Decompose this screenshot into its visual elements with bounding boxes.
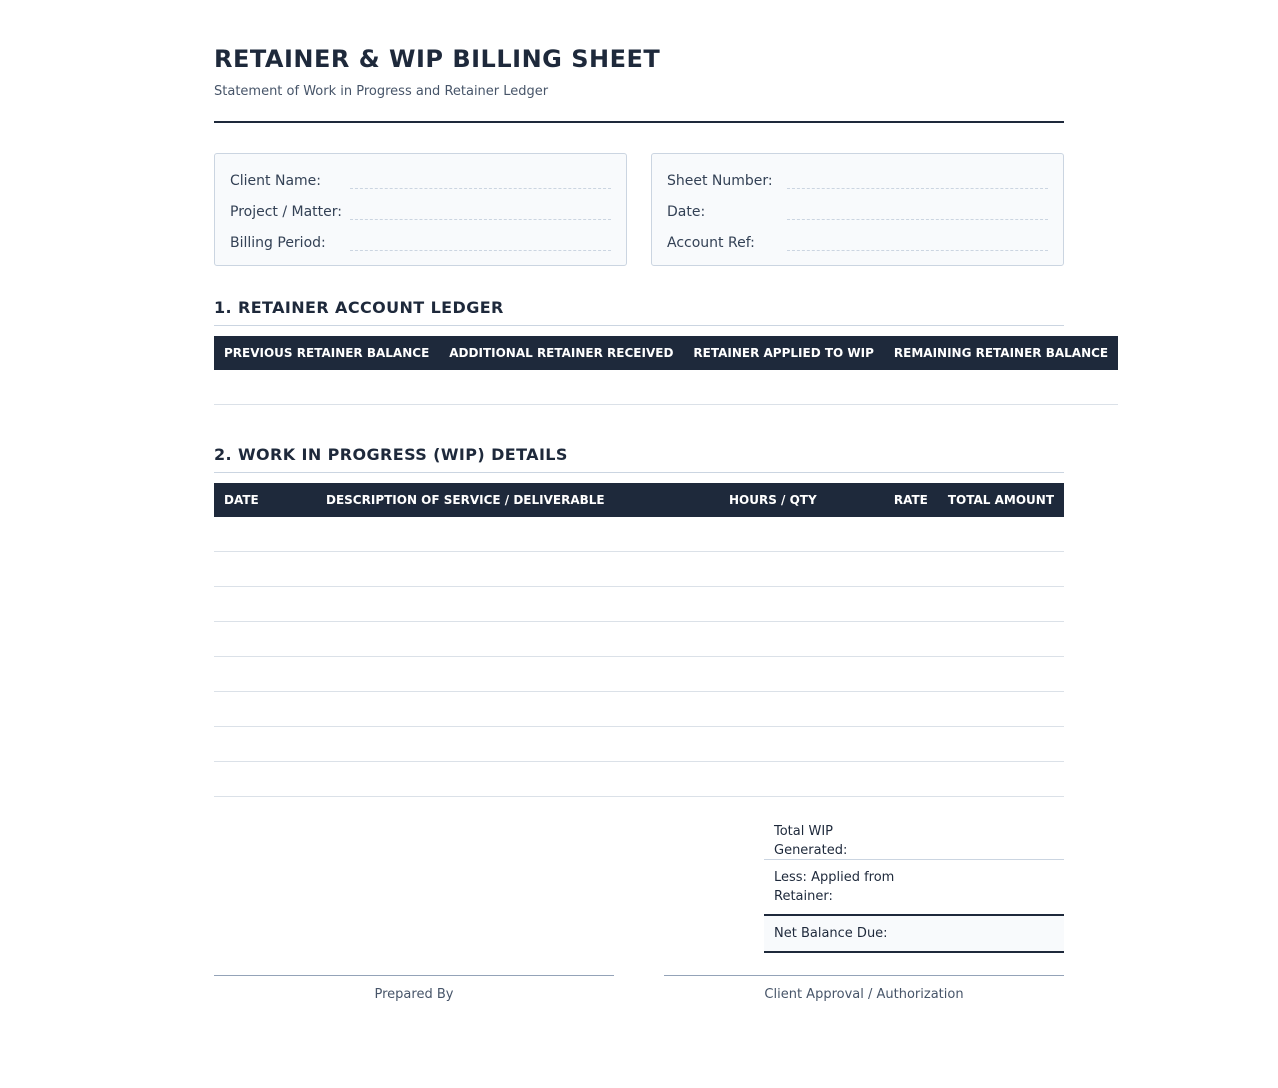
- table-cell[interactable]: [214, 370, 439, 405]
- table-row: [214, 727, 1064, 762]
- net-balance-row: [764, 916, 1064, 953]
- date-field: [667, 190, 1048, 221]
- table-cell[interactable]: [316, 657, 708, 692]
- wip-details-table: [214, 483, 1064, 797]
- billing-period-label: Billing Period:: [230, 235, 326, 251]
- table-cell[interactable]: [938, 587, 1064, 622]
- signature-row: [214, 975, 1064, 1002]
- col-applied-to-wip: RETAINER APPLIED TO WIP: [683, 336, 884, 370]
- table-cell[interactable]: [938, 657, 1064, 692]
- table-cell[interactable]: [214, 517, 316, 552]
- table-row: [214, 552, 1064, 587]
- table-cell[interactable]: [214, 692, 316, 727]
- table-cell[interactable]: [838, 622, 938, 657]
- retainer-ledger-table: [214, 336, 1118, 405]
- account-ref-label: Account Ref:: [667, 235, 755, 251]
- col-description: DESCRIPTION OF SERVICE / DELIVERABLE: [316, 483, 708, 517]
- project-label: Project / Matter:: [230, 204, 342, 220]
- table-cell[interactable]: [214, 587, 316, 622]
- table-cell[interactable]: [938, 622, 1064, 657]
- col-date: DATE: [214, 483, 316, 517]
- table-cell[interactable]: [838, 657, 938, 692]
- table-row: [214, 657, 1064, 692]
- table-cell[interactable]: [708, 692, 838, 727]
- wip-header-row: [214, 483, 1064, 517]
- table-cell[interactable]: [708, 552, 838, 587]
- table-cell[interactable]: [938, 517, 1064, 552]
- table-cell[interactable]: [683, 370, 884, 405]
- sheet-number-field: [667, 170, 1048, 190]
- date-label: Date:: [667, 204, 706, 220]
- table-cell[interactable]: [316, 587, 708, 622]
- net-balance-label: Net Balance Due:: [774, 926, 888, 941]
- retainer-header-row: [214, 336, 1118, 370]
- table-cell[interactable]: [316, 517, 708, 552]
- billing-period-input-line[interactable]: [350, 234, 611, 251]
- retainer-section-title: 1. RETAINER ACCOUNT LEDGER: [214, 298, 1064, 326]
- col-rate: RATE: [838, 483, 938, 517]
- table-cell[interactable]: [938, 692, 1064, 727]
- table-cell[interactable]: [708, 622, 838, 657]
- table-row: [214, 587, 1064, 622]
- table-cell[interactable]: [316, 727, 708, 762]
- table-cell[interactable]: [708, 727, 838, 762]
- table-cell[interactable]: [214, 727, 316, 762]
- client-approval-signature[interactable]: Client Approval / Authorization: [664, 975, 1064, 1002]
- table-cell[interactable]: [838, 552, 938, 587]
- table-cell[interactable]: [439, 370, 683, 405]
- page-title: RETAINER & WIP BILLING SHEET: [214, 45, 661, 73]
- table-cell[interactable]: [838, 517, 938, 552]
- table-cell[interactable]: [316, 552, 708, 587]
- table-row: [214, 517, 1064, 552]
- info-row: [214, 153, 1064, 266]
- date-input-line[interactable]: [787, 203, 1048, 220]
- table-cell[interactable]: [214, 622, 316, 657]
- prepared-by-signature[interactable]: Prepared By: [214, 975, 614, 1002]
- table-cell[interactable]: [938, 552, 1064, 587]
- less-applied-label: Less: Applied from Retainer:: [774, 870, 895, 904]
- table-row: [214, 692, 1064, 727]
- col-total-amount: TOTAL AMOUNT: [938, 483, 1064, 517]
- col-previous-balance: PREVIOUS RETAINER BALANCE: [214, 336, 439, 370]
- table-cell[interactable]: [214, 762, 316, 797]
- table-cell[interactable]: [214, 657, 316, 692]
- table-cell[interactable]: [316, 762, 708, 797]
- client-info-box: [214, 153, 627, 266]
- title-divider: [214, 121, 1064, 123]
- table-cell[interactable]: [708, 517, 838, 552]
- totals-block: [764, 823, 1064, 953]
- sheet-number-label: Sheet Number:: [667, 173, 773, 189]
- billing-period-field: [230, 221, 611, 252]
- table-cell[interactable]: [838, 762, 938, 797]
- table-cell[interactable]: [316, 692, 708, 727]
- table-cell[interactable]: [938, 727, 1064, 762]
- total-wip-label: Total WIP Generated:: [774, 824, 848, 858]
- client-name-input-line[interactable]: [350, 172, 611, 189]
- sheet-number-input-line[interactable]: [787, 172, 1048, 189]
- table-row: [214, 762, 1064, 797]
- total-wip-row: [764, 823, 1064, 860]
- table-cell[interactable]: [838, 587, 938, 622]
- table-row: [214, 622, 1064, 657]
- project-field: [230, 190, 611, 221]
- wip-section-title: 2. WORK IN PROGRESS (WIP) DETAILS: [214, 445, 1064, 473]
- table-cell[interactable]: [316, 622, 708, 657]
- sheet-info-box: [651, 153, 1064, 266]
- table-row: [214, 370, 1118, 405]
- col-additional-received: ADDITIONAL RETAINER RECEIVED: [439, 336, 683, 370]
- client-name-label: Client Name:: [230, 173, 321, 189]
- table-cell[interactable]: [838, 692, 938, 727]
- table-cell[interactable]: [884, 370, 1118, 405]
- col-remaining-balance: REMAINING RETAINER BALANCE: [884, 336, 1118, 370]
- table-cell[interactable]: [838, 727, 938, 762]
- table-cell[interactable]: [708, 587, 838, 622]
- account-ref-field: [667, 221, 1048, 252]
- page-subtitle: Statement of Work in Progress and Retainer Ledger: [214, 84, 549, 99]
- billing-sheet: [214, 0, 1109, 1002]
- table-cell[interactable]: [938, 762, 1064, 797]
- table-cell[interactable]: [214, 552, 316, 587]
- less-applied-row: [764, 860, 1064, 916]
- account-ref-input-line[interactable]: [787, 234, 1048, 251]
- col-hours-qty: HOURS / QTY: [708, 483, 838, 517]
- table-cell[interactable]: [708, 657, 838, 692]
- table-cell[interactable]: [708, 762, 838, 797]
- project-input-line[interactable]: [350, 203, 611, 220]
- client-name-field: [230, 170, 611, 190]
